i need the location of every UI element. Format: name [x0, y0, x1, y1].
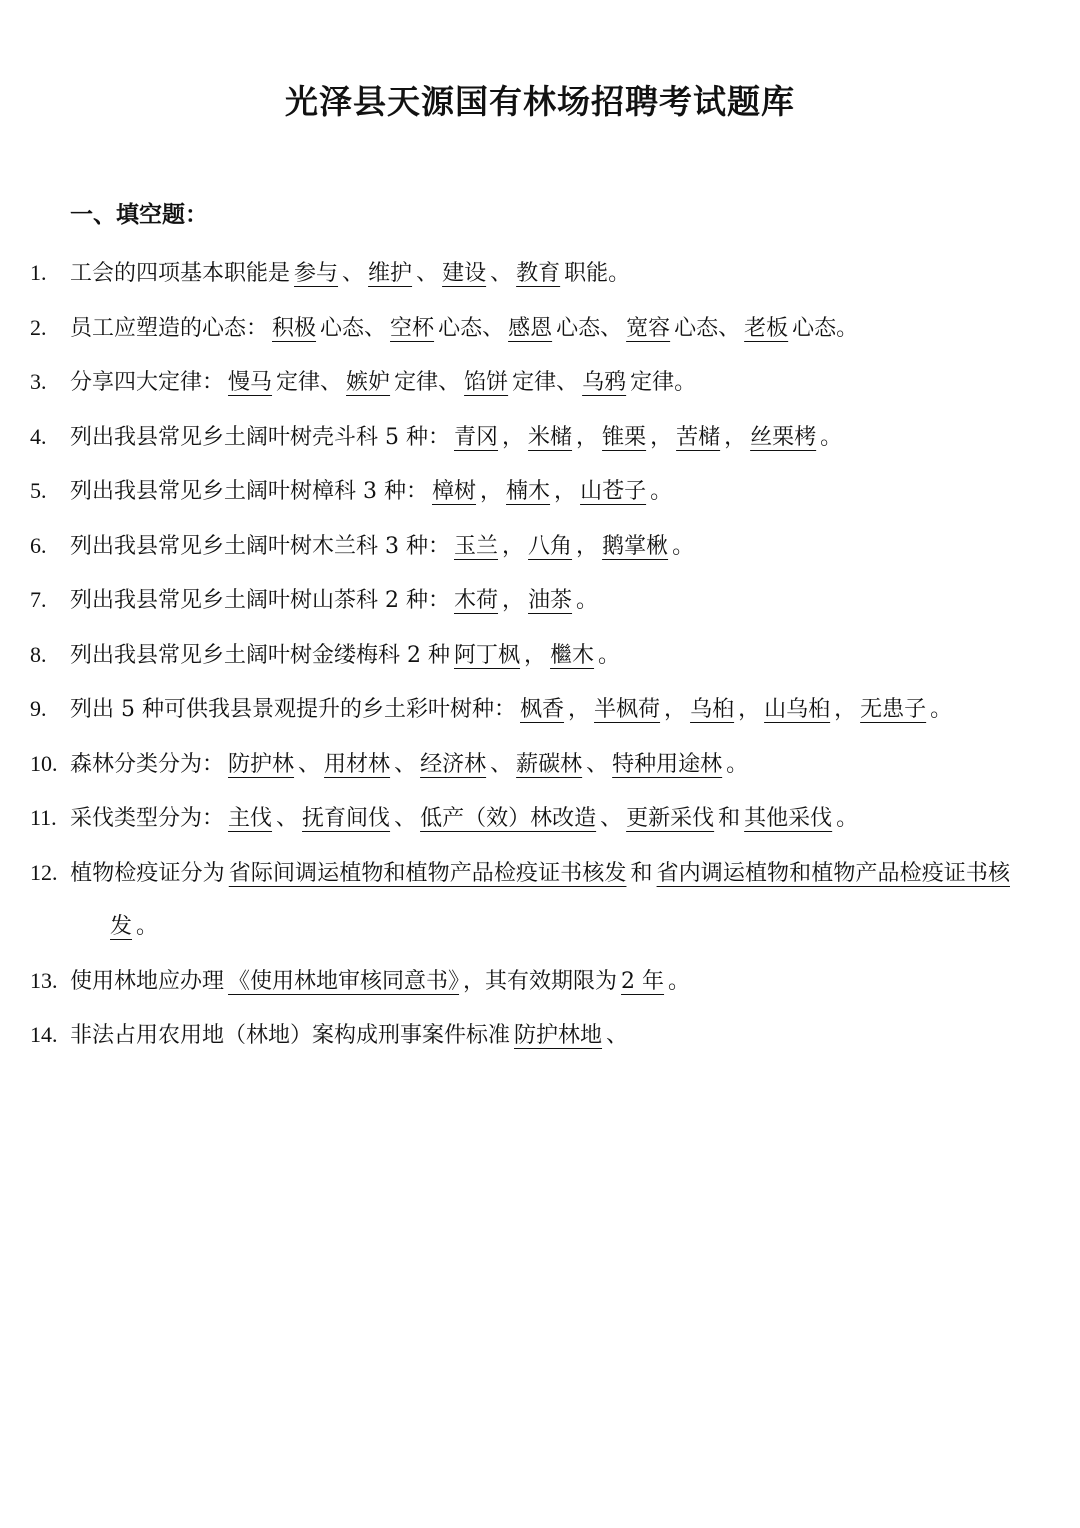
question-item: 14.非法占用农用地（林地）案构成刑事案件标准 防护林地 、 — [30, 1022, 629, 1048]
answer-blank: 苦槠 — [676, 424, 721, 450]
question-text: 定律、 — [512, 370, 579, 395]
answer-blank: 楠木 — [506, 479, 551, 504]
answer-blank: 建设 — [442, 261, 487, 286]
answer-blank: 维护 — [368, 261, 413, 286]
question-text: 定律、 — [276, 370, 343, 395]
question-text: ， — [664, 697, 687, 722]
answer-blank: 樟树 — [432, 479, 477, 504]
question-text: 。 — [836, 806, 859, 831]
question-text: 列出我县常见乡土阔叶树壳斗科 5 种： — [70, 424, 450, 450]
question-text: 列出我县常见乡土阔叶树金缕梅科 2 种 — [70, 642, 450, 668]
answer-blank: 省内调运植物和植物产品检疫证书核发 — [110, 860, 1010, 939]
question-text: 定律。 — [630, 370, 697, 395]
answer-blank: 其他采伐 — [744, 806, 833, 831]
question-text: ， — [502, 588, 525, 613]
question-item: 3.分享四大定律： 慢马 定律、 嫉妒 定律、 馅饼 定律、 乌鸦 定律。 — [30, 369, 697, 395]
question-text: ， — [568, 697, 591, 722]
question-text: 职能。 — [564, 261, 631, 286]
question-text: 。 — [650, 479, 673, 504]
question-text: 分享四大定律： — [70, 370, 225, 395]
question-text: 心态、 — [320, 315, 387, 341]
answer-blank: 用材林 — [324, 751, 391, 777]
question-text: ， — [502, 533, 525, 559]
answer-blank: 省际间调运植物和植物产品检疫证书核发 — [228, 860, 627, 886]
question-text: 和 — [718, 806, 741, 831]
question-text: ，其有效期限为 — [463, 968, 618, 994]
question-text: 、 — [490, 261, 513, 286]
question-text: ， — [554, 479, 577, 504]
question-text: 列出我县常见乡土阔叶树樟科 3 种： — [70, 479, 428, 504]
question-text: 。 — [668, 968, 691, 994]
answer-blank: 锥栗 — [602, 424, 647, 450]
answer-blank: 山乌桕 — [764, 697, 831, 722]
answer-blank: 积极 — [272, 315, 317, 341]
question-text: ， — [576, 533, 599, 559]
question-text: 员工应塑造的心态： — [70, 315, 269, 341]
question-item: 10.森林分类分为： 防护林 、 用材林 、 经济林 、 薪碳林 、 特种用途林 。 — [30, 750, 749, 777]
question-text: 、 — [416, 261, 439, 286]
answer-blank: 八角 — [528, 533, 573, 559]
question-text: 、 — [394, 751, 417, 777]
question-item: 9.列出 5 种可供我县景观提升的乡土彩叶树种： 枫香 ， 半枫荷 ， 乌桕 ， 山乌桕 ， 无患子 。 — [30, 696, 953, 722]
question-item: 8.列出我县常见乡土阔叶树金缕梅科 2 种 阿丁枫 ， 檵木 。 — [30, 641, 621, 668]
question-item: 1.工会的四项基本职能是 参与 、 维护 、 建设 、 教育 职能。 — [30, 260, 631, 286]
question-text: 列出 5 种可供我县景观提升的乡土彩叶树种： — [70, 697, 516, 722]
answer-blank: 慢马 — [228, 370, 273, 395]
question-text: 森林分类分为： — [70, 751, 225, 777]
answer-blank: 乌桕 — [690, 697, 735, 722]
question-text: 植物检疫证分为 — [70, 860, 225, 886]
question-text: 采伐类型分为： — [70, 806, 225, 831]
question-text: ， — [524, 642, 547, 668]
answer-blank: 宽容 — [626, 315, 671, 341]
question-text: 非法占用农用地（林地）案构成刑事案件标准 — [70, 1023, 511, 1048]
question-text: 。 — [136, 914, 159, 939]
page-title: 光泽县天源国有林场招聘考试题库 — [285, 82, 795, 121]
answer-blank: 更新采伐 — [626, 806, 715, 831]
question-text: 、 — [586, 751, 609, 777]
question-text: 、 — [342, 261, 365, 286]
question-text: 、 — [490, 751, 513, 777]
answer-blank: 2 年 — [621, 968, 665, 994]
answer-blank: 鹅掌楸 — [602, 533, 669, 559]
answer-blank: 老板 — [744, 315, 789, 341]
question-list — [30, 246, 1010, 1063]
question-text: ， — [738, 697, 761, 722]
question-item: 6.列出我县常见乡土阔叶树木兰科 3 种： 玉兰 ， 八角 ， 鹅掌楸 。 — [30, 532, 695, 559]
question-text: 、 — [600, 806, 623, 831]
question-text: ， — [502, 424, 525, 450]
question-item: 2.员工应塑造的心态： 积极 心态、 空杯 心态、 感恩 心态、 宽容 心态、 老板 心态。 — [30, 314, 859, 341]
question-text: 。 — [576, 588, 599, 613]
question-text: 心态、 — [438, 315, 505, 341]
question-text: 定律、 — [394, 370, 461, 395]
answer-blank: 嫉妒 — [346, 370, 391, 395]
answer-blank: 玉兰 — [454, 533, 499, 559]
answer-blank: 丝栗栲 — [750, 424, 817, 450]
question-text: 、 — [394, 806, 417, 831]
question-text: 。 — [726, 751, 749, 777]
question-item: 4.列出我县常见乡土阔叶树壳斗科 5 种： 青冈 ， 米槠 ， 锥栗 ， 苦槠 ， 丝栗栲 。 — [30, 423, 843, 450]
answer-blank: 低产（效）林改造 — [420, 806, 597, 831]
answer-blank: 空杯 — [390, 315, 435, 341]
question-text: ， — [834, 697, 857, 722]
question-item: 11.采伐类型分为： 主伐 、 抚育间伐 、 低产（效）林改造 、 更新采伐 和 其他采伐 。 — [30, 805, 859, 831]
answer-blank: 山苍子 — [580, 479, 647, 504]
question-text: 列出我县常见乡土阔叶树木兰科 3 种： — [70, 533, 450, 559]
question-text: ， — [480, 479, 503, 504]
question-text: 、 — [276, 806, 299, 831]
question-item: 5.列出我县常见乡土阔叶树樟科 3 种： 樟树 ， 楠木 ， 山苍子 。 — [30, 478, 673, 504]
answer-blank: 檵木 — [550, 642, 595, 668]
answer-blank: 经济林 — [420, 751, 487, 777]
section-heading: 一、填空题： — [70, 202, 208, 228]
question-text: 。 — [598, 642, 621, 668]
question-text: 。 — [672, 533, 695, 559]
answer-blank: 阿丁枫 — [454, 642, 521, 668]
answer-blank: 馅饼 — [464, 370, 509, 395]
question-item: 12.植物检疫证分为 省际间调运植物和植物产品检疫证书核发 和 省内调运植物和植物产品检疫证书核发 。 — [30, 859, 1010, 939]
answer-blank: 特种用途林 — [612, 751, 723, 777]
answer-blank: 无患子 — [860, 697, 927, 722]
answer-blank: 青冈 — [454, 424, 499, 450]
answer-blank: 《使用林地审核同意书》 — [228, 968, 460, 994]
question-text: 和 — [630, 860, 653, 886]
answer-blank: 教育 — [516, 261, 561, 286]
question-text: ， — [724, 424, 747, 450]
question-text: 心态。 — [792, 315, 859, 341]
question-text: 心态、 — [556, 315, 623, 341]
answer-blank: 参与 — [294, 261, 339, 286]
question-text: 列出我县常见乡土阔叶树山茶科 2 种： — [70, 588, 450, 613]
question-item: 7.列出我县常见乡土阔叶树山茶科 2 种： 木荷 ， 油茶 。 — [30, 587, 599, 613]
answer-blank: 乌鸦 — [582, 370, 627, 395]
question-text: 。 — [930, 697, 953, 722]
question-text: ， — [576, 424, 599, 450]
answer-blank: 防护林 — [228, 751, 295, 777]
answer-blank: 油茶 — [528, 588, 573, 613]
answer-blank: 防护林地 — [514, 1023, 603, 1048]
answer-blank: 主伐 — [228, 806, 273, 831]
question-text: 心态、 — [674, 315, 741, 341]
answer-blank: 抚育间伐 — [302, 806, 391, 831]
answer-blank: 半枫荷 — [594, 697, 661, 722]
question-text: 。 — [820, 424, 843, 450]
question-item: 13.使用林地应办理 《使用林地审核同意书》 ，其有效期限为 2 年 。 — [30, 967, 691, 994]
answer-blank: 感恩 — [508, 315, 553, 341]
answer-blank: 薪碳林 — [516, 751, 583, 777]
question-text: 、 — [298, 751, 321, 777]
question-text: ， — [650, 424, 673, 450]
question-text: 工会的四项基本职能是 — [70, 261, 291, 286]
question-text: 使用林地应办理 — [70, 968, 225, 994]
answer-blank: 木荷 — [454, 588, 499, 613]
answer-blank: 枫香 — [520, 697, 565, 722]
question-text: 、 — [606, 1023, 629, 1048]
answer-blank: 米槠 — [528, 424, 573, 450]
